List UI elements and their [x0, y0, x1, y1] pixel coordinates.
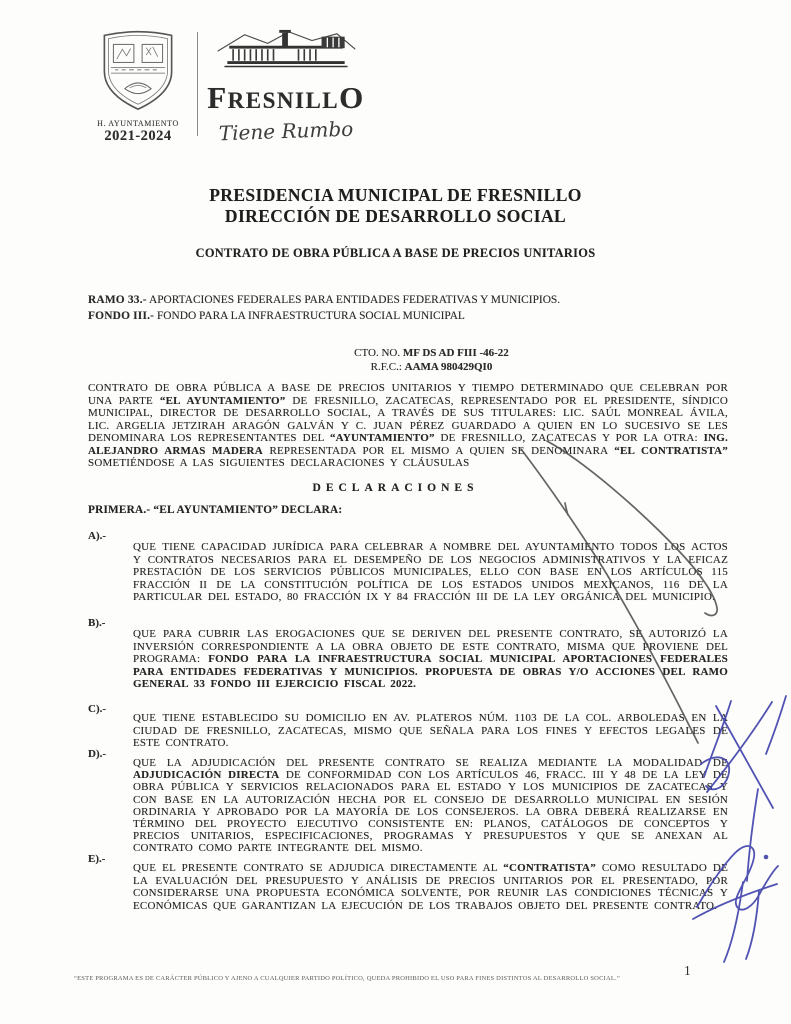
- contract-number-value: MF DS AD FIII -46-22: [402, 347, 509, 359]
- fondo-label: FONDO III.-: [88, 310, 155, 322]
- contract-number-line: [72, 346, 791, 360]
- item-label-e: E).-: [88, 853, 106, 865]
- rfc-value: AAMA 980429QI0: [404, 361, 493, 373]
- brand-tagline: Tiene Rumbo: [218, 116, 354, 146]
- brand-letter-f: F: [207, 80, 228, 115]
- fondo-line: [88, 308, 733, 324]
- item-label-c: C).-: [88, 703, 107, 715]
- ramo-label: RAMO 33.-: [88, 294, 147, 306]
- ramo-line: [88, 292, 733, 308]
- footer-disclaimer: “ESTE PROGRAMA ES DE CARÁCTER PÚBLICO Y AJENO A CUALQUIER PARTIDO POLÍTICO, QUEDA PROHIBIDO EL USO PARA FINES DISTINTOS AL DESARROLLO SOCIAL.”: [74, 975, 620, 982]
- contract-ids-block: [0, 346, 791, 374]
- fresnillo-brand-block: [206, 28, 366, 146]
- rfc-line: [72, 360, 791, 374]
- item-text-b: QUE PARA CUBRIR LAS EROGACIONES QUE SE DERIVEN DEL PRESENTE CONTRATO, SE AUTORIZÓ LA INVERSIÓN CORRESPONDIENTE A LA OBRA OBJETO DE ESTE CONTRATO, MISMA QUE PROVIENE DEL PROGRAMA: FONDO PARA LA INFRAESTRUCTURA SOCIAL MUNICIPAL APORTACIONES FEDERALES PARA ENTIDADES FEDERATIVAS Y MUNICIPIOS. PROPUESTA DE OBRAS Y/O ACCIONES DEL RAMO GENERAL 33 FONDO III EJERCICIO FISCAL 2022.: [133, 628, 728, 690]
- item-label-d: D).-: [88, 748, 107, 760]
- brand-wordmark: [206, 80, 366, 119]
- page-number: 1: [684, 963, 691, 978]
- coat-of-arms-icon: [97, 26, 179, 112]
- brand-letter-o: O: [339, 80, 365, 115]
- declarations-heading: DECLARACIONES: [312, 482, 479, 494]
- item-text-e: QUE EL PRESENTE CONTRATO SE ADJUDICA DIRECTAMENTE AL “CONTRATISTA” COMO RESULTADO DE LA EVALUACIÓN DEL PRESUPUESTO Y ANÁLISIS DE PRECIOS UNITARIOS POR EL PRESENTADO, POR CONSIDERARSE UNA PROPUESTA ECONÓMICA SOLVENTE, POR REUNIR LAS CONDICIONES TÉCNICAS Y ECONÓMICAS QUE GARANTIZAN LA EJECUCIÓN DE LOS TRABAJOS OBJETO DEL PRESENTE CONTRATO.: [133, 862, 728, 912]
- program-block: [88, 292, 733, 324]
- contract-number-label: CTO. NO.: [354, 347, 403, 359]
- header-divider: [197, 32, 198, 136]
- title-line-2: DIRECCIÓN DE DESARROLLO SOCIAL: [224, 206, 567, 226]
- item-label-a: A).-: [88, 530, 107, 542]
- rfc-label: R.F.C.:: [370, 361, 405, 373]
- seal-term-years: 2021-2024: [104, 128, 172, 144]
- seal-caption: H. AYUNTAMIENTO: [97, 119, 179, 128]
- primera-heading: PRIMERA.- “EL AYUNTAMIENTO” DECLARA:: [88, 504, 343, 516]
- document-title: [0, 185, 791, 227]
- monument-icon: [211, 28, 361, 78]
- item-text-d: QUE LA ADJUDICACIÓN DEL PRESENTE CONTRATO SE REALIZA MEDIANTE LA MODALIDAD DE ADJUDICACIÓN DIRECTA DE CONFORMIDAD CON LOS ARTÍCULOS 46, FRACC. III Y 48 DE LA LEY DE OBRA PÚBLICA Y SERVICIOS RELACIONADOS PARA EL ESTADO Y LOS MUNICIPIOS DE ZACATECAS Y CON BASE EN LA AUTORIZACIÓN HECHA POR EL CONSEJO DE DESARROLLO MUNICIPAL EN SESIÓN ORDINARIA Y APROBADO POR LA MAYORÍA DE LOS CONSEJEROS. LA OBRA DEBERÁ REALIZARSE EN TÉRMINO DEL PROYECTO EJECUTIVO CONSISTENTE EN: PLANOS, CATÁLOGOS DE CONCEPTOS Y PRECIOS UNITARIOS, ESPECIFICACIONES, PROGRAMAS Y PRESUPUESTOS Y QUE SE ANEXAN AL CONTRATO COMO PARTE INTEGRANTE DEL MISMO.: [133, 757, 728, 855]
- item-text-a: QUE TIENE CAPACIDAD JURÍDICA PARA CELEBRAR A NOMBRE DEL AYUNTAMIENTO TODOS LOS ACTOS Y CONTRATOS NECESARIOS PARA EL DESEMPEÑO DE LOS NEGOCIOS ADMINISTRATIVOS Y LA EFICAZ PRESTACIÓN DE LOS SERVICIOS PÚBLICOS MUNICIPALES, ELLO CON BASE EN LOS ARTÍCULOS 115 FRACCIÓN II DE LA CONSTITUCIÓN POLÍTICA DE LOS ESTADOS UNIDOS MEXICANOS, 116 DE LA PARTICULAR DEL ESTADO, 80 FRACCIÓN IX Y 84 FRACCIÓN III DE LA LEY ORGÁNICA DEL MUNICIPIO.: [133, 541, 728, 603]
- fondo-text: FONDO PARA LA INFRAESTRUCTURA SOCIAL MUNICIPAL: [154, 310, 465, 322]
- brand-letters-mid: RESNILL: [227, 88, 340, 113]
- municipal-seal-block: [86, 26, 190, 145]
- item-label-b: B).-: [88, 617, 106, 629]
- ramo-text: APORTACIONES FEDERALES PARA ENTIDADES FEDERATIVAS Y MUNICIPIOS.: [146, 294, 561, 306]
- contract-subtitle: CONTRATO DE OBRA PÚBLICA A BASE DE PRECIOS UNITARIOS: [195, 246, 596, 260]
- intro-paragraph: CONTRATO DE OBRA PÚBLICA A BASE DE PRECIOS UNITARIOS Y TIEMPO DETERMINADO QUE CELEBRAN POR UNA PARTE “EL AYUNTAMIENTO” DE FRESNILLO, ZACATECAS, REPRESENTADO POR EL PRESIDENTE, SÍNDICO MUNICIPAL, DIRECTOR DE DESARROLLO SOCIAL, A TRAVÉS DE SUS TITULARES: LIC. SAÚL MONREAL ÁVILA, LIC. ARGELIA JETZIRAH ARAGÓN GALVÁN Y C. JUAN PÉREZ GUARDADO A QUIEN EN LO SUCESIVO SE LES DENOMINARA LOS REPRESENTANTES DEL “AYUNTAMIENTO” DE FRESNILLO, ZACATECAS Y POR LA OTRA: ING. ALEJANDRO ARMAS MADERA REPRESENTADA POR EL MISMO A QUIEN SE DENOMINARA “EL CONTRATISTA” SOMETIÉNDOSE A LAS SIGUIENTES DECLARACIONES Y CLÁUSULAS: [88, 382, 728, 469]
- title-line-1: PRESIDENCIA MUNICIPAL DE FRESNILLO: [209, 185, 582, 205]
- item-text-c: QUE TIENE ESTABLECIDO SU DOMICILIO EN AV. PLATEROS NÚM. 1103 DE LA COL. ARBOLEDAS EN LA CIUDAD DE FRESNILLO, ZACATECAS, MISMO QUE SEÑALA PARA LOS FINES Y EFECTOS LEGALES DE ESTE CONTRATO.: [133, 712, 728, 749]
